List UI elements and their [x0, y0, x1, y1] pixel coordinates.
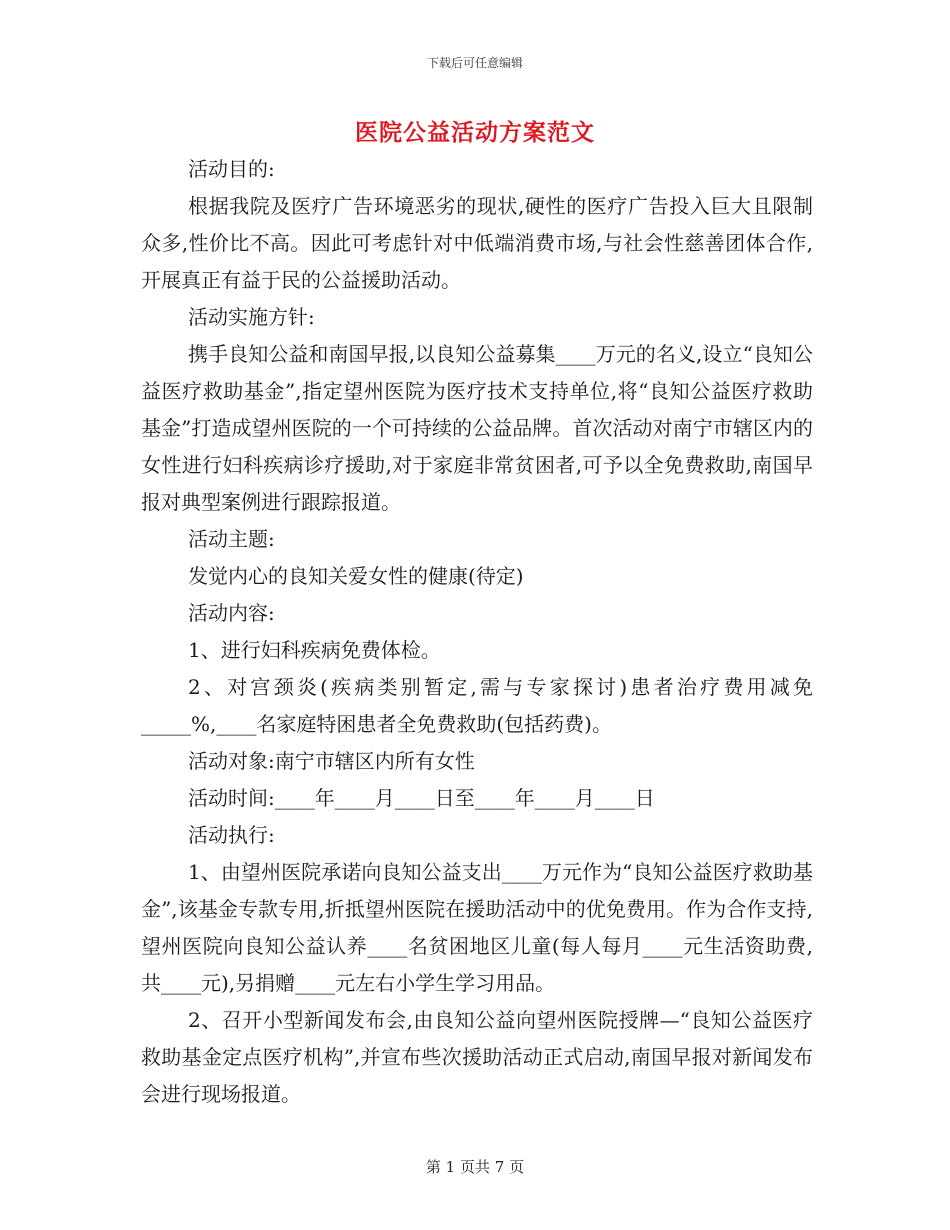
paragraph-target: 活动对象:南宁市辖区内所有女性	[188, 749, 475, 773]
paragraph-execution-item-1: 1、由望州医院承诺向良知公益支出____万元作为“良知公益医疗救助基金”,该基金专款专用,折抵望州医院在援助活动中的优免费用。作为合作支持,望州医院向良知公益认养____名贫困地区儿童(每人每月____元生活资助费,共____元),另捐赠____元左右小学生学习用品。	[141, 860, 813, 995]
paragraph-purpose: 根据我院及医疗广告环境恶劣的现状,硬性的医疗广告投入巨大且限制众多,性价比不高。因此可考虑针对中低端消费市场,与社会性慈善团体合作,开展真正有益于民的公益援助活动。	[141, 194, 813, 292]
paragraph-theme: 发觉内心的良知关爱女性的健康(待定)	[188, 564, 524, 588]
page-footer: 第 1 页共 7 页	[425, 1158, 525, 1176]
paragraph-policy-heading: 活动实施方针:	[188, 305, 315, 329]
paragraph-content-item-2: 2、对宫颈炎(疾病类别暂定,需与专家探讨)患者治疗费用减免_____%,____名家庭特困患者全免费救助(包括药费)。	[141, 675, 813, 736]
paragraph-execution-heading: 活动执行:	[188, 823, 275, 847]
paragraph-purpose-heading: 活动目的:	[188, 157, 275, 181]
paragraph-content-item-1: 1、进行妇科疾病免费体检。	[188, 638, 441, 662]
paragraph-theme-heading: 活动主题:	[188, 527, 275, 551]
paragraph-policy: 携手良知公益和南国早报,以良知公益募集____万元的名义,设立“良知公益医疗救助基金”,指定望州医院为医疗技术支持单位,将“良知公益医疗救助基金”打造成望州医院的一个可持续的公益品牌。首次活动对南宁市辖区内的女性进行妇科疾病诊疗援助,对于家庭非常贫困者,可予以全免费救助,南国早报对典型案例进行跟踪报道。	[141, 342, 813, 514]
paragraph-content-heading: 活动内容:	[188, 601, 275, 625]
page-header: 下载后可任意编辑	[426, 56, 523, 70]
paragraph-execution-item-2: 2、召开小型新闻发布会,由良知公益向望州医院授牌—“良知公益医疗救助基金定点医疗机构”,并宣布些次援助活动正式启动,南国早报对新闻发布会进行现场报道。	[141, 1008, 813, 1106]
document-body	[141, 151, 813, 1113]
document-title: 医院公益活动方案范文	[355, 119, 595, 146]
paragraph-time: 活动时间:____年____月____日至____年____月____日	[188, 786, 655, 810]
